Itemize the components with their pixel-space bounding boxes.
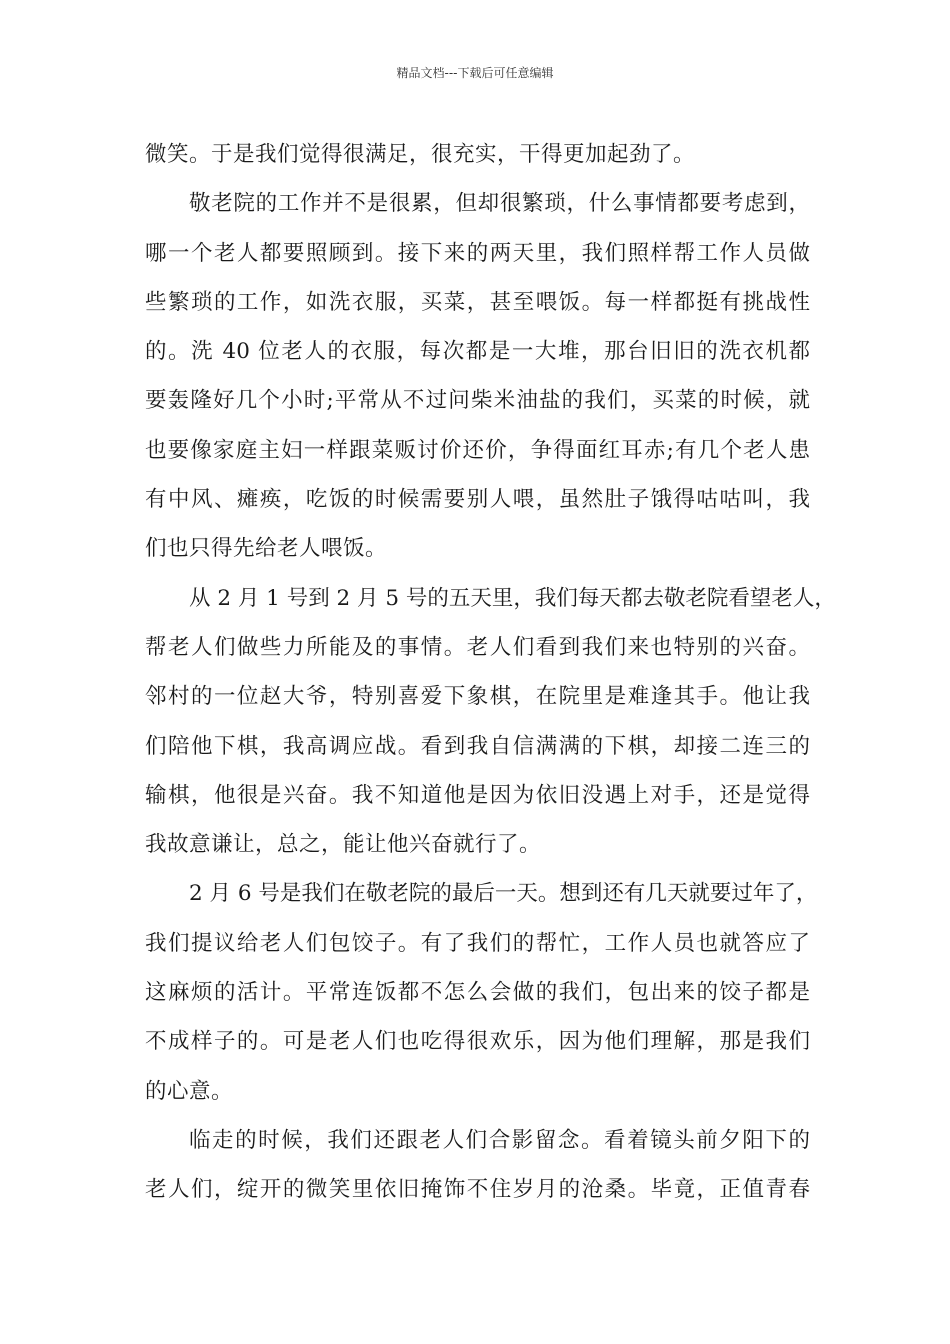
text-line: 从 2 月 1 号到 2 月 5 号的五天里，我们每天都去敬老院看望老人， (189, 585, 836, 611)
text-line: 临走的时候，我们还跟老人们合影留念。看着镜头前夕阳下的 (189, 1127, 810, 1153)
document-body (145, 130, 836, 1215)
text-line: 我故意谦让，总之，能让他兴奋就行了。 (145, 832, 542, 858)
text-line: 些繁琐的工作，如洗衣服，买菜，甚至喂饭。每一样都挺有挑战性 (145, 289, 810, 315)
text-line: 哪一个老人都要照顾到。接下来的两天里，我们照样帮工作人员做 (145, 240, 810, 266)
text-line: 输棋，他很是兴奋。我不知道他是因为依旧没遇上对手，还是觉得 (145, 782, 810, 808)
text-line: 敬老院的工作并不是很累，但却很繁琐，什么事情都要考虑到， (189, 191, 810, 217)
text-line: 们也只得先给老人喂饭。 (145, 536, 388, 562)
text-line: 2 月 6 号是我们在敬老院的最后一天。想到还有几天就要过年了， (189, 881, 818, 907)
text-line: 也要像家庭主妇一样跟菜贩讨价还价，争得面红耳赤;有几个老人患 (145, 437, 810, 463)
text-line: 邻村的一位赵大爷，特别喜爱下象棋，在院里是难逢其手。他让我 (145, 684, 810, 710)
page-header: 精品文档---下载后可任意编辑 (396, 66, 554, 80)
text-line: 微笑。于是我们觉得很满足，很充实，干得更加起劲了。 (145, 142, 696, 167)
text-line: 的心意。 (145, 1078, 234, 1104)
text-line: 不成样子的。可是老人们也吃得很欢乐，因为他们理解，那是我们 (145, 1029, 810, 1055)
text-line: 们陪他下棋，我高调应战。看到我自信满满的下棋，却接二连三的 (145, 733, 810, 759)
text-line: 的。洗 40 位老人的衣服，每次都是一大堆，那台旧旧的洗衣机都 (145, 339, 810, 365)
text-line: 有中风、瘫痪，吃饭的时候需要别人喂，虽然肚子饿得咕咕叫，我 (145, 487, 810, 513)
text-line: 要轰隆好几个小时;平常从不过问柴米油盐的我们，买菜的时候，就 (145, 388, 810, 414)
text-line: 老人们，绽开的微笑里依旧掩饰不住岁月的沧桑。毕竟，正值青春 (145, 1177, 810, 1203)
text-line: 帮老人们做些力所能及的事情。老人们看到我们来也特别的兴奋。 (145, 634, 810, 660)
text-line: 这麻烦的活计。平常连饭都不怎么会做的我们，包出来的饺子都是 (145, 980, 810, 1006)
text-line: 我们提议给老人们包饺子。有了我们的帮忙，工作人员也就答应了 (145, 930, 810, 956)
